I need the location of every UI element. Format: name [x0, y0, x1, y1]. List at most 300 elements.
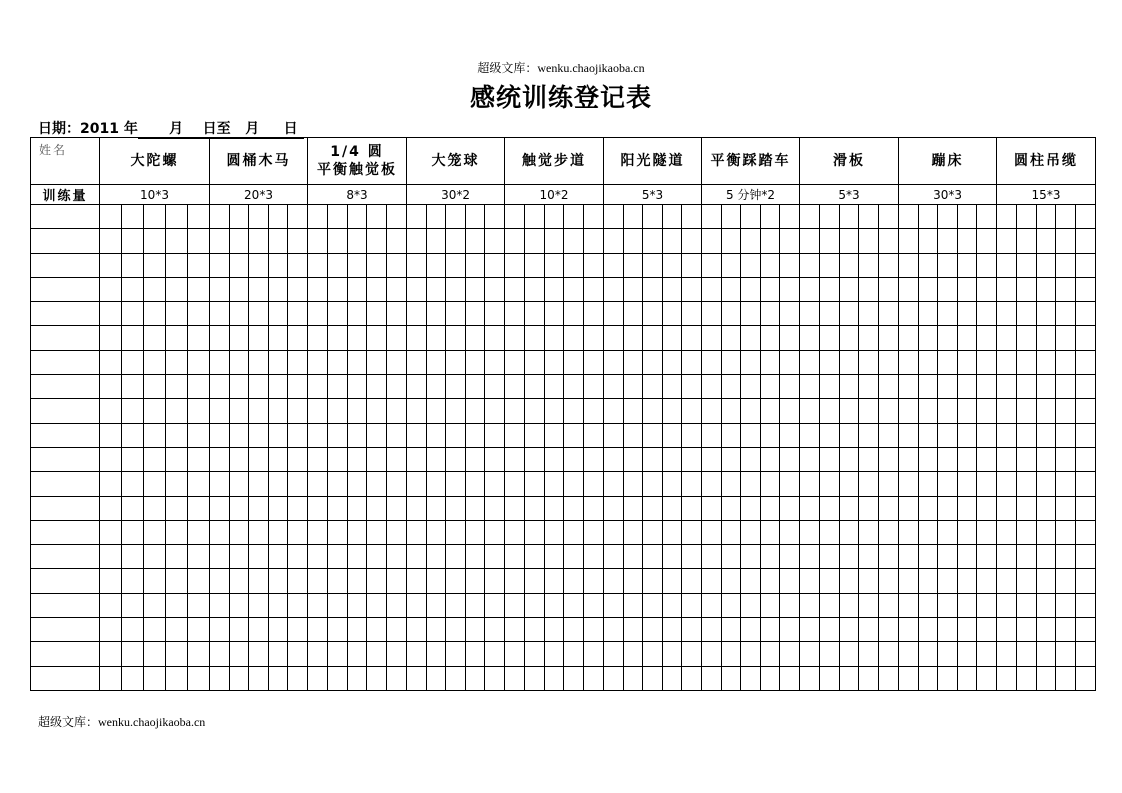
record-cell[interactable]: [544, 277, 564, 301]
record-cell[interactable]: [188, 642, 210, 666]
record-cell[interactable]: [387, 302, 407, 326]
record-cell[interactable]: [249, 642, 269, 666]
record-cell[interactable]: [210, 350, 230, 374]
record-cell[interactable]: [229, 350, 249, 374]
record-cell[interactable]: [387, 472, 407, 496]
record-cell[interactable]: [188, 350, 210, 374]
record-cell[interactable]: [524, 472, 544, 496]
record-cell[interactable]: [327, 618, 347, 642]
record-cell[interactable]: [524, 545, 544, 569]
record-cell[interactable]: [229, 666, 249, 690]
record-cell[interactable]: [604, 666, 624, 690]
record-cell[interactable]: [249, 618, 269, 642]
record-cell[interactable]: [327, 545, 347, 569]
record-cell[interactable]: [524, 205, 544, 229]
record-cell[interactable]: [1036, 569, 1056, 593]
record-cell[interactable]: [977, 545, 997, 569]
record-cell[interactable]: [166, 423, 188, 447]
record-cell[interactable]: [524, 229, 544, 253]
record-cell[interactable]: [327, 642, 347, 666]
record-cell[interactable]: [839, 205, 859, 229]
record-cell[interactable]: [977, 569, 997, 593]
record-cell[interactable]: [1076, 666, 1096, 690]
record-cell[interactable]: [100, 642, 122, 666]
record-cell[interactable]: [100, 447, 122, 471]
name-cell[interactable]: [31, 447, 100, 471]
record-cell[interactable]: [268, 496, 288, 520]
record-cell[interactable]: [879, 447, 899, 471]
record-cell[interactable]: [544, 520, 564, 544]
record-cell[interactable]: [584, 326, 604, 350]
record-cell[interactable]: [1036, 642, 1056, 666]
record-cell[interactable]: [721, 545, 741, 569]
name-cell[interactable]: [31, 593, 100, 617]
record-cell[interactable]: [643, 253, 663, 277]
record-cell[interactable]: [229, 520, 249, 544]
record-cell[interactable]: [623, 545, 643, 569]
record-cell[interactable]: [760, 375, 780, 399]
record-cell[interactable]: [166, 350, 188, 374]
record-cell[interactable]: [249, 593, 269, 617]
record-cell[interactable]: [347, 520, 367, 544]
record-cell[interactable]: [918, 350, 938, 374]
record-cell[interactable]: [584, 520, 604, 544]
record-cell[interactable]: [662, 496, 682, 520]
record-cell[interactable]: [997, 472, 1017, 496]
record-cell[interactable]: [800, 399, 820, 423]
record-cell[interactable]: [407, 447, 427, 471]
record-cell[interactable]: [977, 277, 997, 301]
record-cell[interactable]: [544, 545, 564, 569]
record-cell[interactable]: [780, 253, 800, 277]
record-cell[interactable]: [505, 618, 525, 642]
record-cell[interactable]: [859, 277, 879, 301]
record-cell[interactable]: [144, 545, 166, 569]
record-cell[interactable]: [682, 447, 702, 471]
record-cell[interactable]: [485, 496, 505, 520]
record-cell[interactable]: [505, 496, 525, 520]
record-cell[interactable]: [407, 350, 427, 374]
record-cell[interactable]: [505, 399, 525, 423]
record-cell[interactable]: [760, 253, 780, 277]
record-cell[interactable]: [604, 472, 624, 496]
record-cell[interactable]: [899, 205, 919, 229]
name-cell[interactable]: [31, 326, 100, 350]
record-cell[interactable]: [741, 205, 761, 229]
record-cell[interactable]: [188, 618, 210, 642]
record-cell[interactable]: [604, 229, 624, 253]
record-cell[interactable]: [407, 472, 427, 496]
record-cell[interactable]: [780, 447, 800, 471]
record-cell[interactable]: [760, 520, 780, 544]
record-cell[interactable]: [524, 642, 544, 666]
record-cell[interactable]: [584, 399, 604, 423]
record-cell[interactable]: [584, 350, 604, 374]
record-cell[interactable]: [721, 447, 741, 471]
record-cell[interactable]: [446, 666, 466, 690]
record-cell[interactable]: [210, 375, 230, 399]
record-cell[interactable]: [957, 205, 977, 229]
record-cell[interactable]: [144, 569, 166, 593]
record-cell[interactable]: [426, 326, 446, 350]
record-cell[interactable]: [144, 520, 166, 544]
record-cell[interactable]: [584, 593, 604, 617]
record-cell[interactable]: [918, 472, 938, 496]
record-cell[interactable]: [623, 666, 643, 690]
record-cell[interactable]: [524, 302, 544, 326]
record-cell[interactable]: [407, 520, 427, 544]
record-cell[interactable]: [819, 326, 839, 350]
record-cell[interactable]: [918, 205, 938, 229]
record-cell[interactable]: [1016, 302, 1036, 326]
record-cell[interactable]: [387, 593, 407, 617]
record-cell[interactable]: [307, 496, 327, 520]
name-cell[interactable]: [31, 618, 100, 642]
record-cell[interactable]: [997, 569, 1017, 593]
record-cell[interactable]: [643, 205, 663, 229]
record-cell[interactable]: [859, 496, 879, 520]
record-cell[interactable]: [1036, 350, 1056, 374]
record-cell[interactable]: [819, 277, 839, 301]
record-cell[interactable]: [367, 326, 387, 350]
record-cell[interactable]: [188, 545, 210, 569]
record-cell[interactable]: [307, 642, 327, 666]
record-cell[interactable]: [347, 666, 367, 690]
record-cell[interactable]: [268, 326, 288, 350]
record-cell[interactable]: [701, 399, 721, 423]
record-cell[interactable]: [505, 277, 525, 301]
record-cell[interactable]: [1016, 229, 1036, 253]
record-cell[interactable]: [327, 326, 347, 350]
record-cell[interactable]: [544, 472, 564, 496]
record-cell[interactable]: [122, 423, 144, 447]
record-cell[interactable]: [268, 520, 288, 544]
record-cell[interactable]: [1016, 350, 1036, 374]
record-cell[interactable]: [741, 496, 761, 520]
record-cell[interactable]: [426, 496, 446, 520]
record-cell[interactable]: [426, 423, 446, 447]
record-cell[interactable]: [957, 666, 977, 690]
record-cell[interactable]: [760, 472, 780, 496]
record-cell[interactable]: [1016, 472, 1036, 496]
record-cell[interactable]: [426, 545, 446, 569]
record-cell[interactable]: [682, 205, 702, 229]
record-cell[interactable]: [662, 472, 682, 496]
record-cell[interactable]: [1036, 277, 1056, 301]
record-cell[interactable]: [446, 472, 466, 496]
record-cell[interactable]: [524, 618, 544, 642]
record-cell[interactable]: [122, 229, 144, 253]
record-cell[interactable]: [307, 618, 327, 642]
record-cell[interactable]: [166, 593, 188, 617]
record-cell[interactable]: [839, 618, 859, 642]
record-cell[interactable]: [544, 618, 564, 642]
record-cell[interactable]: [465, 302, 485, 326]
record-cell[interactable]: [819, 642, 839, 666]
record-cell[interactable]: [327, 399, 347, 423]
record-cell[interactable]: [701, 447, 721, 471]
record-cell[interactable]: [839, 399, 859, 423]
record-cell[interactable]: [327, 277, 347, 301]
record-cell[interactable]: [367, 666, 387, 690]
record-cell[interactable]: [899, 520, 919, 544]
record-cell[interactable]: [879, 496, 899, 520]
record-cell[interactable]: [564, 618, 584, 642]
record-cell[interactable]: [604, 496, 624, 520]
record-cell[interactable]: [288, 545, 308, 569]
record-cell[interactable]: [957, 618, 977, 642]
record-cell[interactable]: [918, 302, 938, 326]
record-cell[interactable]: [859, 545, 879, 569]
record-cell[interactable]: [839, 520, 859, 544]
record-cell[interactable]: [465, 618, 485, 642]
record-cell[interactable]: [859, 593, 879, 617]
record-cell[interactable]: [249, 253, 269, 277]
record-cell[interactable]: [229, 326, 249, 350]
record-cell[interactable]: [760, 350, 780, 374]
record-cell[interactable]: [1016, 253, 1036, 277]
record-cell[interactable]: [407, 399, 427, 423]
record-cell[interactable]: [741, 569, 761, 593]
record-cell[interactable]: [819, 593, 839, 617]
record-cell[interactable]: [288, 229, 308, 253]
record-cell[interactable]: [859, 302, 879, 326]
record-cell[interactable]: [387, 569, 407, 593]
record-cell[interactable]: [229, 302, 249, 326]
record-cell[interactable]: [741, 545, 761, 569]
record-cell[interactable]: [760, 593, 780, 617]
record-cell[interactable]: [957, 496, 977, 520]
record-cell[interactable]: [997, 205, 1017, 229]
record-cell[interactable]: [446, 423, 466, 447]
record-cell[interactable]: [210, 520, 230, 544]
record-cell[interactable]: [918, 618, 938, 642]
record-cell[interactable]: [229, 253, 249, 277]
record-cell[interactable]: [839, 326, 859, 350]
record-cell[interactable]: [682, 399, 702, 423]
record-cell[interactable]: [307, 350, 327, 374]
record-cell[interactable]: [780, 229, 800, 253]
record-cell[interactable]: [307, 375, 327, 399]
record-cell[interactable]: [210, 447, 230, 471]
record-cell[interactable]: [166, 520, 188, 544]
record-cell[interactable]: [485, 399, 505, 423]
record-cell[interactable]: [662, 375, 682, 399]
record-cell[interactable]: [367, 375, 387, 399]
record-cell[interactable]: [859, 472, 879, 496]
record-cell[interactable]: [977, 496, 997, 520]
record-cell[interactable]: [899, 350, 919, 374]
record-cell[interactable]: [505, 302, 525, 326]
record-cell[interactable]: [426, 666, 446, 690]
record-cell[interactable]: [604, 423, 624, 447]
record-cell[interactable]: [122, 545, 144, 569]
name-cell[interactable]: [31, 666, 100, 690]
record-cell[interactable]: [249, 496, 269, 520]
record-cell[interactable]: [879, 569, 899, 593]
record-cell[interactable]: [188, 423, 210, 447]
record-cell[interactable]: [1076, 375, 1096, 399]
record-cell[interactable]: [977, 423, 997, 447]
record-cell[interactable]: [465, 520, 485, 544]
record-cell[interactable]: [1076, 593, 1096, 617]
record-cell[interactable]: [584, 569, 604, 593]
record-cell[interactable]: [997, 423, 1017, 447]
name-cell[interactable]: [31, 205, 100, 229]
record-cell[interactable]: [307, 205, 327, 229]
record-cell[interactable]: [166, 302, 188, 326]
record-cell[interactable]: [997, 399, 1017, 423]
record-cell[interactable]: [643, 496, 663, 520]
record-cell[interactable]: [564, 593, 584, 617]
record-cell[interactable]: [859, 520, 879, 544]
record-cell[interactable]: [879, 472, 899, 496]
record-cell[interactable]: [957, 399, 977, 423]
record-cell[interactable]: [268, 642, 288, 666]
record-cell[interactable]: [623, 326, 643, 350]
record-cell[interactable]: [524, 569, 544, 593]
record-cell[interactable]: [859, 229, 879, 253]
record-cell[interactable]: [446, 205, 466, 229]
record-cell[interactable]: [819, 205, 839, 229]
record-cell[interactable]: [957, 593, 977, 617]
record-cell[interactable]: [327, 666, 347, 690]
record-cell[interactable]: [407, 593, 427, 617]
name-cell[interactable]: [31, 496, 100, 520]
record-cell[interactable]: [307, 520, 327, 544]
record-cell[interactable]: [1056, 520, 1076, 544]
record-cell[interactable]: [564, 472, 584, 496]
record-cell[interactable]: [347, 423, 367, 447]
record-cell[interactable]: [957, 277, 977, 301]
record-cell[interactable]: [938, 520, 958, 544]
name-cell[interactable]: [31, 229, 100, 253]
record-cell[interactable]: [564, 350, 584, 374]
record-cell[interactable]: [544, 593, 564, 617]
record-cell[interactable]: [604, 399, 624, 423]
record-cell[interactable]: [997, 447, 1017, 471]
record-cell[interactable]: [584, 253, 604, 277]
record-cell[interactable]: [819, 666, 839, 690]
record-cell[interactable]: [977, 447, 997, 471]
record-cell[interactable]: [249, 205, 269, 229]
name-cell[interactable]: [31, 277, 100, 301]
name-cell[interactable]: [31, 642, 100, 666]
record-cell[interactable]: [210, 666, 230, 690]
record-cell[interactable]: [229, 642, 249, 666]
record-cell[interactable]: [760, 545, 780, 569]
record-cell[interactable]: [938, 472, 958, 496]
record-cell[interactable]: [347, 618, 367, 642]
record-cell[interactable]: [780, 593, 800, 617]
record-cell[interactable]: [347, 229, 367, 253]
record-cell[interactable]: [100, 253, 122, 277]
record-cell[interactable]: [122, 277, 144, 301]
record-cell[interactable]: [367, 618, 387, 642]
record-cell[interactable]: [918, 229, 938, 253]
record-cell[interactable]: [997, 277, 1017, 301]
record-cell[interactable]: [623, 447, 643, 471]
record-cell[interactable]: [407, 277, 427, 301]
record-cell[interactable]: [288, 326, 308, 350]
record-cell[interactable]: [938, 447, 958, 471]
record-cell[interactable]: [144, 302, 166, 326]
record-cell[interactable]: [800, 302, 820, 326]
record-cell[interactable]: [662, 302, 682, 326]
record-cell[interactable]: [122, 642, 144, 666]
record-cell[interactable]: [347, 399, 367, 423]
record-cell[interactable]: [268, 277, 288, 301]
record-cell[interactable]: [643, 447, 663, 471]
record-cell[interactable]: [682, 545, 702, 569]
record-cell[interactable]: [307, 569, 327, 593]
record-cell[interactable]: [1076, 326, 1096, 350]
record-cell[interactable]: [327, 423, 347, 447]
record-cell[interactable]: [188, 520, 210, 544]
record-cell[interactable]: [741, 666, 761, 690]
record-cell[interactable]: [249, 569, 269, 593]
record-cell[interactable]: [564, 666, 584, 690]
record-cell[interactable]: [938, 302, 958, 326]
record-cell[interactable]: [249, 375, 269, 399]
record-cell[interactable]: [505, 545, 525, 569]
record-cell[interactable]: [623, 229, 643, 253]
record-cell[interactable]: [564, 326, 584, 350]
record-cell[interactable]: [662, 447, 682, 471]
record-cell[interactable]: [918, 253, 938, 277]
record-cell[interactable]: [899, 545, 919, 569]
record-cell[interactable]: [800, 229, 820, 253]
record-cell[interactable]: [100, 520, 122, 544]
name-cell[interactable]: [31, 423, 100, 447]
record-cell[interactable]: [977, 205, 997, 229]
record-cell[interactable]: [1036, 229, 1056, 253]
record-cell[interactable]: [760, 642, 780, 666]
record-cell[interactable]: [604, 545, 624, 569]
record-cell[interactable]: [780, 545, 800, 569]
record-cell[interactable]: [268, 618, 288, 642]
record-cell[interactable]: [584, 545, 604, 569]
record-cell[interactable]: [544, 496, 564, 520]
record-cell[interactable]: [122, 472, 144, 496]
record-cell[interactable]: [839, 375, 859, 399]
record-cell[interactable]: [1076, 569, 1096, 593]
record-cell[interactable]: [800, 205, 820, 229]
record-cell[interactable]: [977, 642, 997, 666]
record-cell[interactable]: [721, 326, 741, 350]
record-cell[interactable]: [564, 375, 584, 399]
record-cell[interactable]: [1016, 545, 1036, 569]
record-cell[interactable]: [701, 666, 721, 690]
record-cell[interactable]: [144, 399, 166, 423]
record-cell[interactable]: [643, 229, 663, 253]
record-cell[interactable]: [701, 350, 721, 374]
record-cell[interactable]: [485, 375, 505, 399]
record-cell[interactable]: [505, 350, 525, 374]
record-cell[interactable]: [249, 545, 269, 569]
record-cell[interactable]: [1056, 423, 1076, 447]
record-cell[interactable]: [643, 666, 663, 690]
record-cell[interactable]: [407, 642, 427, 666]
record-cell[interactable]: [387, 545, 407, 569]
record-cell[interactable]: [505, 229, 525, 253]
record-cell[interactable]: [144, 593, 166, 617]
record-cell[interactable]: [780, 423, 800, 447]
record-cell[interactable]: [1056, 399, 1076, 423]
record-cell[interactable]: [367, 520, 387, 544]
record-cell[interactable]: [682, 375, 702, 399]
record-cell[interactable]: [682, 496, 702, 520]
